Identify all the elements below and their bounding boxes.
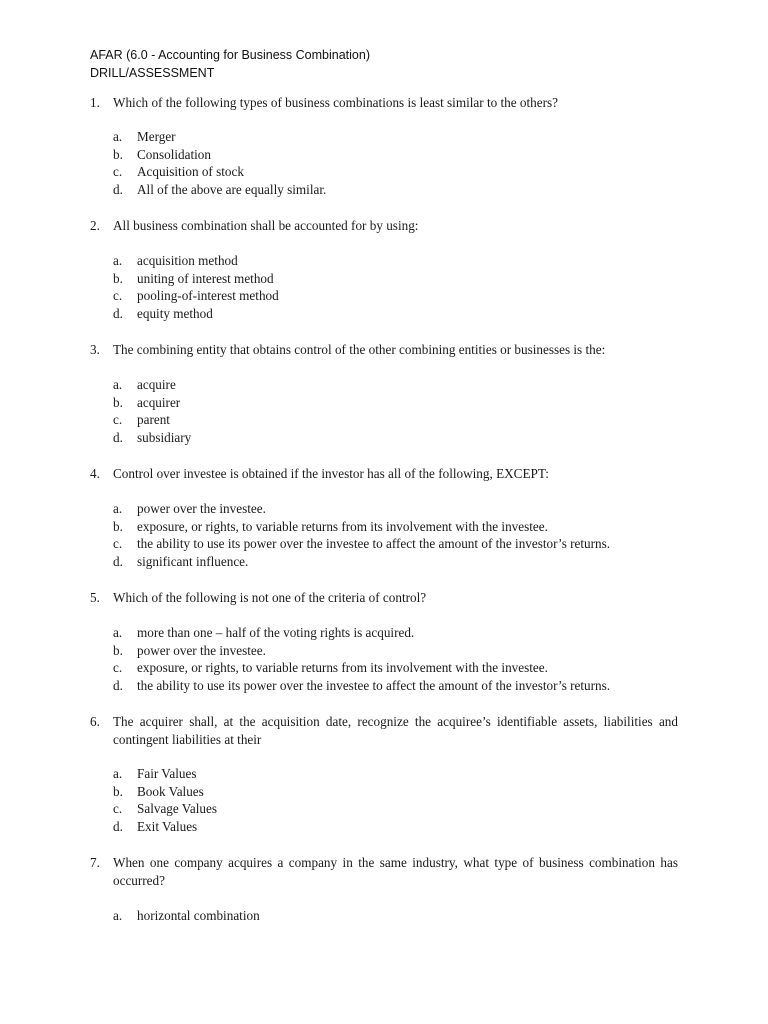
- document-subtitle: DRILL/ASSESSMENT: [90, 66, 215, 80]
- option-letter: d.: [113, 181, 123, 197]
- option-letter: d.: [113, 818, 123, 834]
- option-letter: b.: [113, 270, 123, 286]
- question-text: All business combination shall be accounted for by using:: [113, 218, 419, 233]
- option: [113, 535, 678, 553]
- option: [113, 907, 678, 925]
- option-text: power over the investee.: [137, 642, 266, 658]
- option-letter: b.: [113, 642, 123, 658]
- option-text: subsidiary: [137, 429, 192, 445]
- option-letter: b.: [113, 783, 123, 799]
- option-letter: a.: [113, 253, 123, 268]
- option-letter: a.: [113, 501, 123, 516]
- option-text: exposure, or rights, to variable returns from its involvement with the investee.: [137, 660, 548, 676]
- option: [113, 128, 678, 146]
- option: [113, 518, 678, 536]
- option-text: equity method: [137, 305, 213, 321]
- option-text: exposure, or rights, to variable returns from its involvement with the investee.: [137, 518, 548, 534]
- option-letter: d.: [113, 429, 123, 445]
- question-text: When one company acquires a company in the same industry, what type of business combination has occurred?: [113, 855, 678, 888]
- option-text: Acquisition of stock: [137, 164, 244, 180]
- option: [113, 429, 678, 447]
- option-letter: a.: [113, 625, 123, 640]
- question-number: 1.: [90, 95, 100, 110]
- option: [113, 500, 678, 518]
- question-text: Control over investee is obtained if the investor has all of the following, EXCEPT:: [113, 466, 549, 481]
- option-text: the ability to use its power over the investee to affect the amount of the investor’s returns.: [137, 536, 611, 552]
- option-text: Consolidation: [137, 146, 211, 162]
- option-text: acquire: [137, 377, 176, 392]
- question-number: 6.: [90, 714, 100, 729]
- option-letter: c.: [113, 660, 123, 676]
- option-text: horizontal combination: [137, 908, 260, 923]
- option-letter: d.: [113, 553, 123, 569]
- question-6: [90, 713, 678, 748]
- option: [113, 800, 678, 818]
- option-text: uniting of interest method: [137, 270, 274, 286]
- option-text: acquisition method: [137, 253, 238, 268]
- option-letter: a.: [113, 766, 123, 781]
- option: [113, 146, 678, 164]
- option-letter: b.: [113, 394, 123, 410]
- document-title: AFAR (6.0 - Accounting for Business Combination): [90, 48, 370, 62]
- question-3-options: [113, 376, 678, 446]
- option: [113, 411, 678, 429]
- question-number: 7.: [90, 855, 100, 870]
- option-text: power over the investee.: [137, 501, 266, 516]
- option-text: acquirer: [137, 394, 181, 410]
- option-text: pooling-of-interest method: [137, 288, 279, 304]
- option: [113, 305, 678, 323]
- question-3: [90, 341, 678, 359]
- option-text: significant influence.: [137, 553, 249, 569]
- option-text: Salvage Values: [137, 801, 217, 817]
- question-5: [90, 589, 678, 607]
- question-text: The acquirer shall, at the acquisition date, recognize the acquiree’s identifiable assets, liabilities and contingent liabilities at their: [113, 714, 678, 747]
- question-5-options: [113, 624, 678, 694]
- option-letter: c.: [113, 801, 123, 817]
- option: [113, 765, 678, 783]
- question-7-options: [113, 907, 678, 925]
- option: [113, 553, 678, 571]
- question-text: The combining entity that obtains control of the other combining entities or businesses is the:: [113, 342, 606, 357]
- question-1: [90, 94, 678, 112]
- option: [113, 252, 678, 270]
- option: [113, 181, 678, 199]
- option-letter: d.: [113, 677, 123, 693]
- option: [113, 783, 678, 801]
- option: [113, 163, 678, 181]
- option-letter: b.: [113, 518, 123, 534]
- option: [113, 642, 678, 660]
- question-4-options: [113, 500, 678, 570]
- option: [113, 677, 678, 695]
- option-letter: c.: [113, 164, 123, 180]
- question-2-options: [113, 252, 678, 322]
- option: [113, 659, 678, 677]
- option-text: the ability to use its power over the investee to affect the amount of the investor’s returns.: [137, 677, 611, 693]
- option: [113, 376, 678, 394]
- option-text: Book Values: [137, 783, 204, 799]
- option: [113, 624, 678, 642]
- question-number: 5.: [90, 590, 100, 605]
- option-letter: a.: [113, 377, 123, 392]
- question-number: 2.: [90, 218, 100, 233]
- option-text: Fair Values: [137, 766, 197, 781]
- option-letter: c.: [113, 288, 123, 304]
- question-text: Which of the following types of business combinations is least similar to the others?: [113, 95, 559, 110]
- option: [113, 394, 678, 412]
- question-6-options: [113, 765, 678, 835]
- option-letter: a.: [113, 129, 123, 144]
- question-number: 3.: [90, 342, 100, 357]
- question-4: [90, 465, 678, 483]
- option-text: parent: [137, 412, 170, 428]
- option: [113, 287, 678, 305]
- option-letter: c.: [113, 536, 123, 552]
- option-letter: c.: [113, 412, 123, 428]
- question-1-options: [113, 128, 678, 198]
- option: [113, 270, 678, 288]
- option-text: Merger: [137, 129, 176, 144]
- question-text: Which of the following is not one of the criteria of control?: [113, 590, 427, 605]
- question-7: [90, 854, 678, 889]
- option-text: All of the above are equally similar.: [137, 181, 327, 197]
- option: [113, 818, 678, 836]
- option-letter: a.: [113, 908, 123, 923]
- option-text: Exit Values: [137, 818, 198, 834]
- question-2: [90, 217, 678, 235]
- option-letter: d.: [113, 305, 123, 321]
- option-letter: b.: [113, 146, 123, 162]
- option-text: more than one – half of the voting rights is acquired.: [137, 625, 415, 640]
- question-number: 4.: [90, 466, 100, 481]
